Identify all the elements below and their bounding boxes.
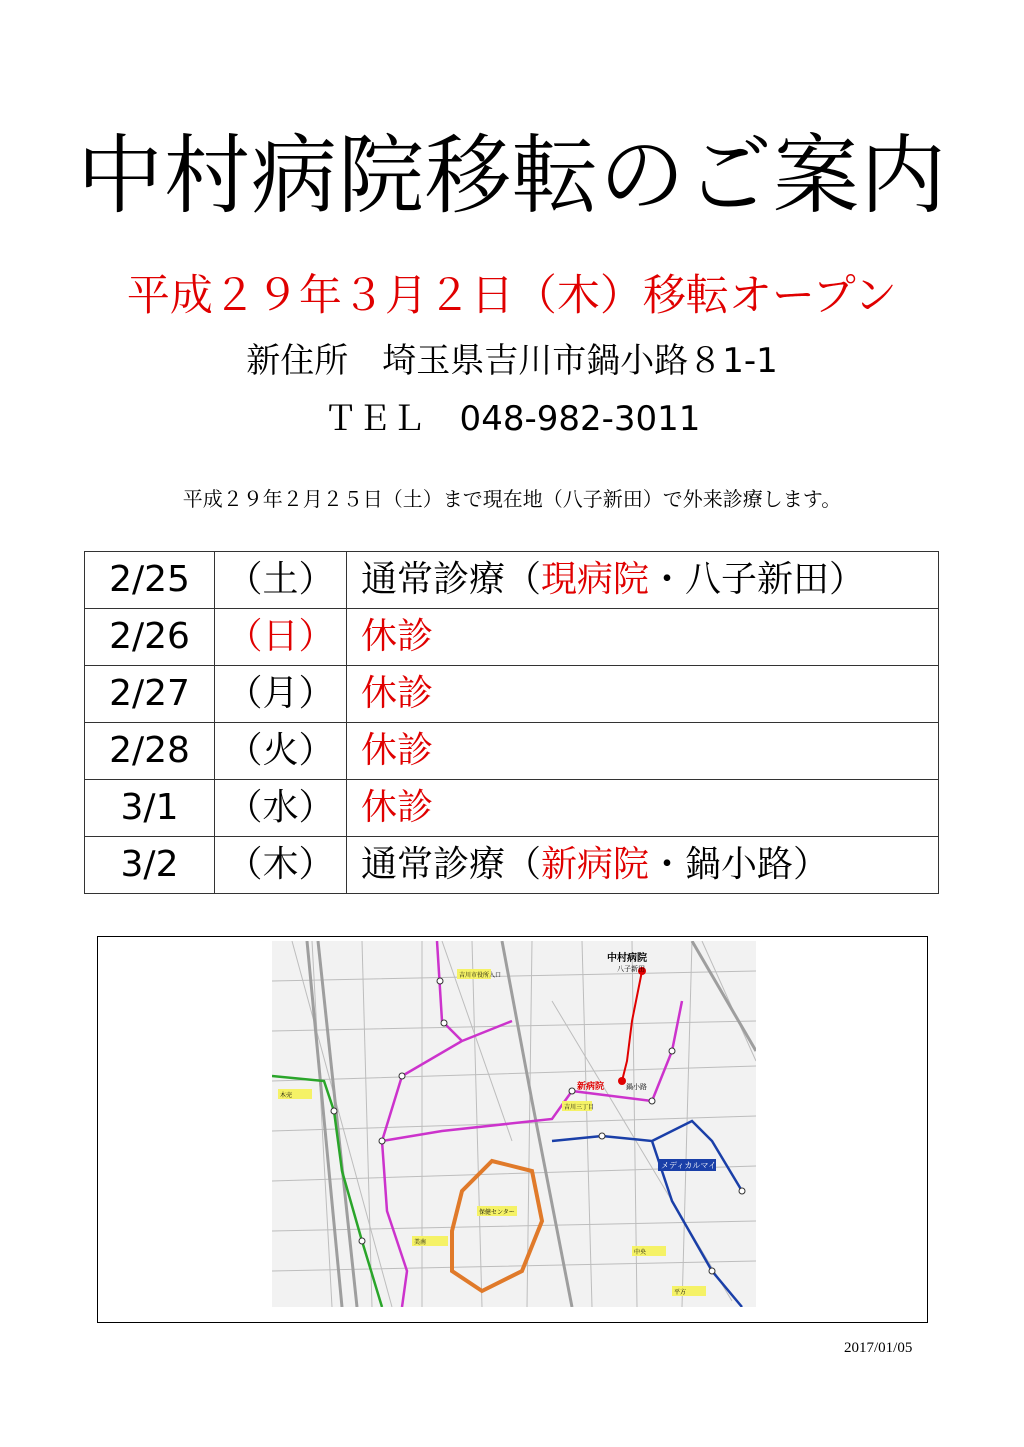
schedule-date: 3/2: [85, 837, 215, 894]
old-hospital-sublabel: 八子新田: [617, 965, 645, 973]
svg-text:平方: 平方: [674, 1289, 687, 1296]
svg-text:吉川三丁目: 吉川三丁目: [564, 1104, 595, 1111]
desc-post: ・鍋小路）: [649, 844, 830, 885]
schedule-day: （土）: [215, 552, 347, 609]
schedule-description: [347, 552, 939, 609]
location-map: [272, 941, 756, 1307]
document-date: 2017/01/05: [844, 1340, 913, 1356]
desc-highlight: 休診: [361, 673, 434, 714]
schedule-description: [347, 723, 939, 780]
svg-text:美南: 美南: [414, 1239, 427, 1246]
schedule-day: （月）: [215, 666, 347, 723]
desc-highlight: 休診: [361, 730, 434, 771]
table-row: [85, 837, 939, 894]
notice-text: 平成２９年２月２５日（土）まで現在地（八子新田）で外来診療します。: [182, 487, 842, 511]
schedule-day: （火）: [215, 723, 347, 780]
new-address: 新住所 埼玉県吉川市鍋小路８1-1: [246, 341, 778, 381]
schedule-day: （日）: [215, 609, 347, 666]
svg-text:吉川市役所入口: 吉川市役所入口: [459, 972, 502, 979]
schedule-description: [347, 609, 939, 666]
desc-highlight: 現病院: [541, 559, 650, 600]
schedule-date: 2/27: [85, 666, 215, 723]
schedule-day: （水）: [215, 780, 347, 837]
page-title: 中村病院移転のご案内: [77, 126, 947, 226]
schedule-description: [347, 666, 939, 723]
new-hospital-marker: [618, 1077, 626, 1085]
schedule-description: [347, 837, 939, 894]
svg-text:木売: 木売: [280, 1092, 293, 1099]
desc-highlight: 休診: [361, 787, 434, 828]
new-hospital-label: 新病院: [577, 1082, 605, 1092]
table-row: [85, 609, 939, 666]
map-frame: [97, 936, 928, 1323]
schedule-table: [84, 551, 939, 894]
schedule-date: 2/25: [85, 552, 215, 609]
opening-date: 平成２９年３月２日（木）移転オープン: [126, 271, 898, 321]
schedule-date: 2/28: [85, 723, 215, 780]
desc-highlight: 新病院: [541, 844, 650, 885]
old-hospital-label: 中村病院: [607, 953, 647, 964]
table-row: [85, 723, 939, 780]
table-row: [85, 666, 939, 723]
desc-post: ・八子新田）: [649, 559, 866, 600]
schedule-date: 3/1: [85, 780, 215, 837]
new-hospital-sublabel: 鍋小路: [626, 1083, 647, 1091]
phone-number: ＴＥＬ 048-982-3011: [323, 399, 701, 439]
schedule-description: [347, 780, 939, 837]
schedule-day: （木）: [215, 837, 347, 894]
desc-pre: 通常診療（: [361, 844, 542, 885]
table-row: [85, 552, 939, 609]
medical-label: メディカルマイ: [661, 1161, 717, 1170]
table-row: [85, 780, 939, 837]
schedule-date: 2/26: [85, 609, 215, 666]
svg-text:中央: 中央: [634, 1249, 647, 1256]
desc-pre: 通常診療（: [361, 559, 542, 600]
desc-highlight: 休診: [361, 616, 434, 657]
svg-text:保健センター: 保健センター: [479, 1209, 515, 1216]
